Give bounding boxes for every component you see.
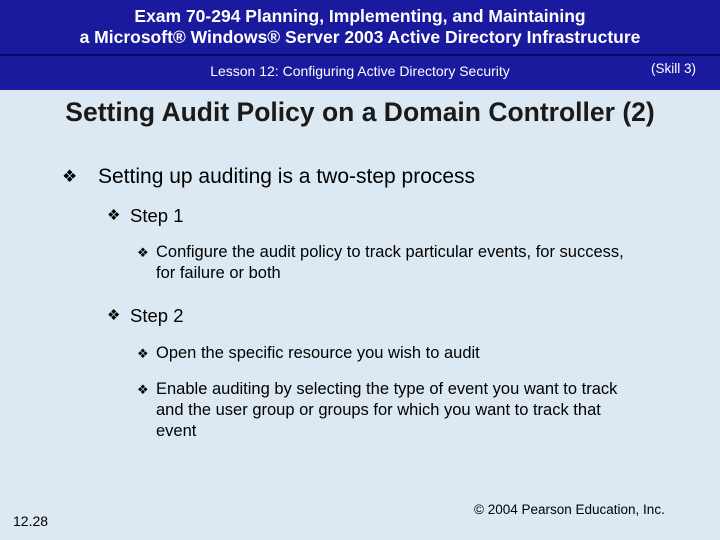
- bullet-text: Setting up auditing is a two-step process: [98, 165, 476, 188]
- diamond-bullet-icon: ❖: [137, 245, 149, 260]
- diamond-bullet-icon: ❖: [62, 167, 78, 186]
- slide-header: [0, 0, 720, 90]
- step-1-item: [137, 242, 637, 284]
- step-label: Step 2: [130, 305, 184, 326]
- step-item-text: Configure the audit policy to track particular events, for success, for failure or both: [156, 243, 624, 282]
- step-item-text: Open the specific resource you wish to audit: [156, 344, 480, 362]
- diamond-bullet-icon: ❖: [107, 207, 121, 224]
- course-title: [0, 6, 720, 48]
- copyright-notice: © 2004 Pearson Education, Inc.: [474, 502, 665, 517]
- course-title-line2: a Microsoft® Windows® Server 2003 Active Directory Infrastructure: [79, 27, 641, 47]
- header-divider: [0, 54, 720, 56]
- step-2-item: [137, 343, 637, 364]
- slide-number: 12.28: [13, 513, 49, 529]
- skill-label: (Skill 3): [650, 61, 696, 76]
- bullet-level1: [62, 164, 475, 189]
- diamond-bullet-icon: ❖: [107, 307, 121, 324]
- step-2-item: [137, 379, 627, 442]
- diamond-bullet-icon: ❖: [137, 382, 149, 397]
- slide-title: Setting Audit Policy on a Domain Controller (2): [65, 97, 655, 127]
- step-2-bullet: [107, 305, 184, 327]
- diamond-bullet-icon: ❖: [137, 346, 149, 361]
- course-title-line1: Exam 70-294 Planning, Implementing, and Maintaining: [134, 6, 586, 26]
- lesson-label: Lesson 12: Configuring Active Directory Security: [210, 63, 510, 79]
- step-label: Step 1: [130, 205, 184, 226]
- step-1-bullet: [107, 205, 184, 227]
- step-item-text: Enable auditing by selecting the type of event you want to track and the user group or groups for which you want to track that event: [156, 380, 618, 440]
